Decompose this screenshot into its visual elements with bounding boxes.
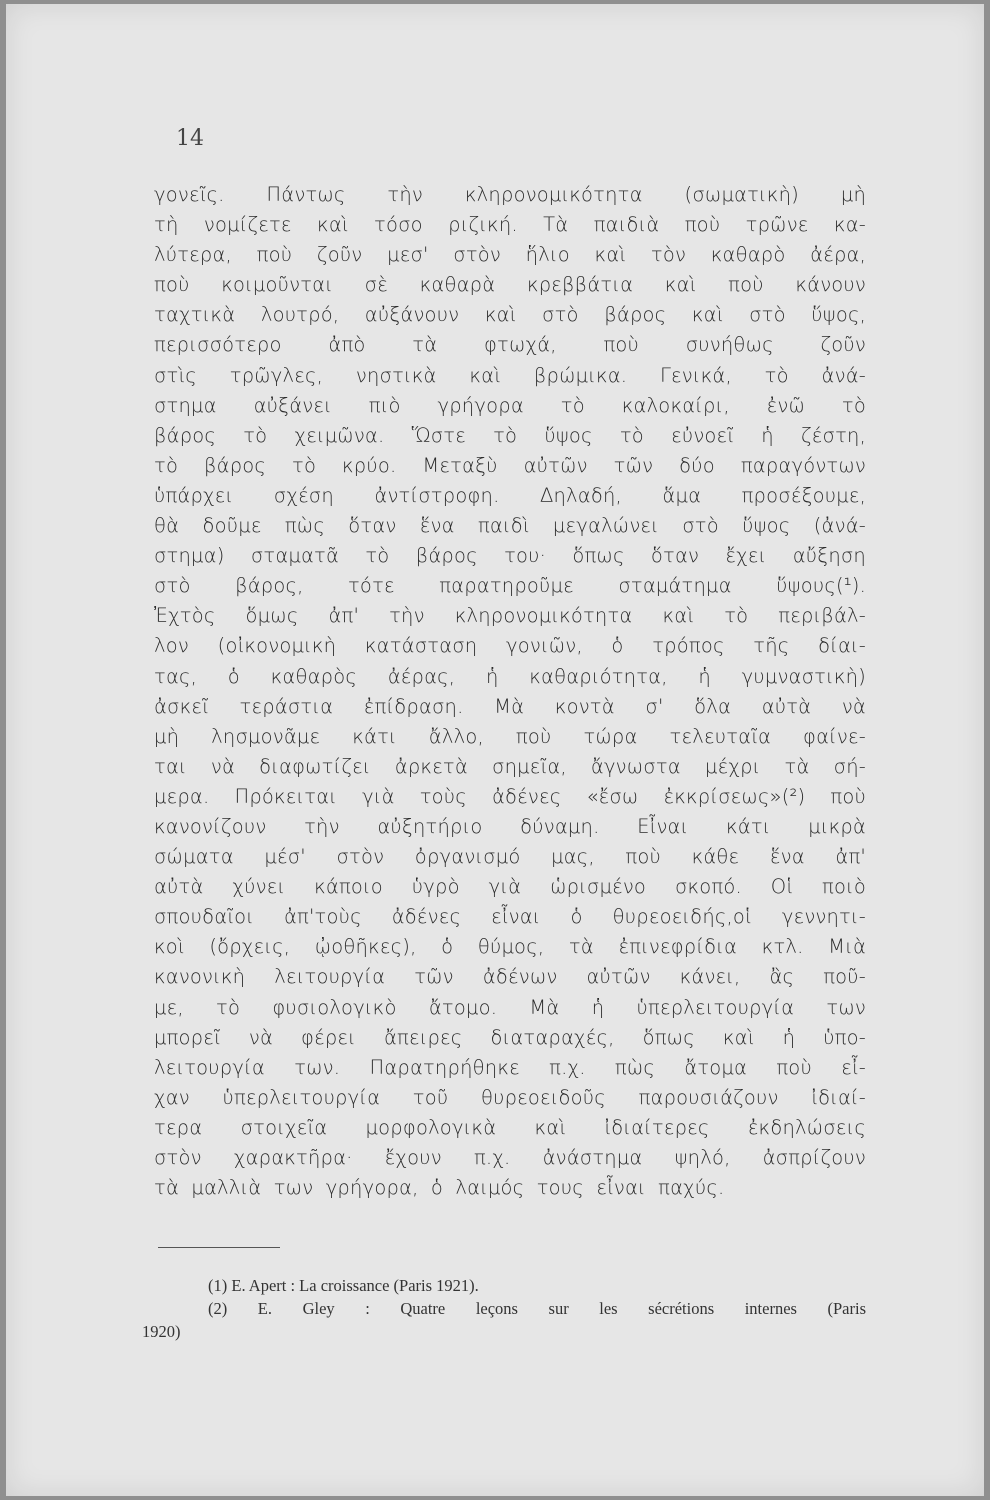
page-number: 14 <box>176 126 204 151</box>
text-line: γονεῖς. Πάντως τὴν κληρονομικότητα (σωματικὴ) μὴ <box>154 183 866 206</box>
footnote-1: (1) E. Apert : La croissance (Paris 1921). <box>208 1276 479 1295</box>
text-line: ὑπάρχει σχέση ἀντίστροφη. Δηλαδή, ἅμα προσέξουμε, <box>154 483 866 507</box>
text-line: σπουδαῖοι ἀπ'τοὺς ἀδένες εἶναι ὁ θυρεοειδής,οἱ γεννητι- <box>154 905 866 929</box>
footnote-2: (2) E. Gley : Quatre leçons sur les sécrétions internes (Paris <box>208 1299 866 1318</box>
text-line: μὴ λησμονᾶμε κάτι ἄλλο, ποὺ τώρα τελευταῖα φαίνε- <box>154 724 866 748</box>
text-line: ται νὰ διαφωτίζει ἀρκετὰ σημεῖα, ἄγνωστα μέχρι τὰ σή- <box>154 754 866 778</box>
text-line: τὴ νομίζετε καὶ τόσο ριζική. Τὰ παιδιὰ ποὺ τρῶνε κα- <box>154 213 866 237</box>
text-line: τας, ὁ καθαρὸς ἀέρας, ἡ καθαριότητα, ἡ γυμναστικὴ) <box>154 664 866 688</box>
footnotes <box>142 1274 866 1343</box>
text-line: με, τὸ φυσιολογικὸ ἄτομο. Μὰ ἡ ὑπερλειτουργία των <box>154 995 866 1019</box>
text-line: κανονικὴ λειτουργία τῶν ἀδένων αὐτῶν κάνει, ἂς ποῦ- <box>154 965 866 989</box>
text-line: σώματα μέσ' στὸν ὀργανισμό μας, ποὺ κάθε ἕνα ἀπ' <box>154 845 866 869</box>
footnote-divider <box>158 1247 280 1248</box>
text-line: Ἐχτὸς ὅμως ἀπ' τὴν κληρονομικότητα καὶ τὸ περιβάλ- <box>154 604 866 628</box>
text-line: αὐτὰ χύνει κάποιο ὑγρὸ γιὰ ὡρισμένο σκοπό. Οἱ ποιὸ <box>154 875 866 899</box>
text-line: μπορεῖ νὰ φέρει ἄπειρες διαταραχές, ὅπως καὶ ἡ ὑπο- <box>154 1025 866 1049</box>
text-line: κοὶ (ὄρχεις, ᾠοθῆκες), ὁ θύμος, τὰ ἐπινεφρίδια κτλ. Μιὰ <box>154 935 866 959</box>
text-line: στὶς τρῶγλες, νηστικὰ καὶ βρώμικα. Γενικά, τὸ ἀνά- <box>154 363 866 387</box>
text-line: χαν ὑπερλειτουργία τοῦ θυρεοειδοῦς παρουσιάζουν ἰδιαί- <box>154 1085 866 1109</box>
text-line: τὰ μαλλιὰ των γρήγορα, ὁ λαιμός τους εἶναι παχύς. <box>154 1176 725 1200</box>
text-line: ἀσκεῖ τεράστια ἐπίδραση. Μὰ κοντὰ σ' ὅλα αὐτὰ νὰ <box>154 694 866 718</box>
text-line: τὸ βάρος τὸ κρύο. Μεταξὺ αὐτῶν τῶν δύο παραγόντων <box>154 453 866 477</box>
text-line: τερα στοιχεῖα μορφολογικὰ καὶ ἰδιαίτερες ἐκδηλώσεις <box>154 1115 866 1139</box>
text-line: βάρος τὸ χειμῶνα. Ὥστε τὸ ὕψος τὸ εὐνοεῖ ἡ ζέστη, <box>154 423 866 447</box>
text-line: ταχτικὰ λουτρό, αὐξάνουν καὶ στὸ βάρος καὶ στὸ ὕψος, <box>154 303 866 327</box>
text-line: στημα αὐξάνει πιὸ γρήγορα τὸ καλοκαίρι, ἐνῶ τὸ <box>154 393 866 417</box>
text-line: κανονίζουν τὴν αὐξητήριο δύναμη. Εἶναι κάτι μικρὰ <box>154 814 866 838</box>
text-line: μερα. Πρόκειται γιὰ τοὺς ἀδένες «ἔσω ἐκκρίσεως»(²) ποὺ <box>154 784 866 808</box>
book-page <box>6 4 984 1496</box>
text-line: στὸν χαρακτῆρα· ἔχουν π.χ. ἀνάστημα ψηλό, ἀσπρίζουν <box>154 1146 866 1169</box>
text-line: στημα) σταματᾶ τὸ βάρος του· ὅπως ὅταν ἔχει αὔξηση <box>154 544 866 568</box>
text-line: θὰ δοῦμε πὼς ὅταν ἕνα παιδὶ μεγαλώνει στὸ ὕψος (ἀνά- <box>154 514 866 538</box>
footnote-2-continuation: 1920) <box>142 1322 181 1341</box>
text-line: λον (οἰκονομικὴ κατάσταση γονιῶν, ὁ τρόπος τῆς δίαι- <box>154 634 866 658</box>
text-line: λειτουργία των. Παρατηρήθηκε π.χ. πὼς ἄτομα ποὺ εἶ- <box>154 1055 866 1079</box>
text-line: ποὺ κοιμοῦνται σὲ καθαρὰ κρεββάτια καὶ ποὺ κάνουν <box>154 273 866 297</box>
text-line: στὸ βάρος, τότε παρατηροῦμε σταμάτημα ὕψους(¹). <box>154 574 866 598</box>
text-line: περισσότερο ἀπὸ τὰ φτωχά, ποὺ συνήθως ζοῦν <box>154 333 866 357</box>
text-line: λύτερα, ποὺ ζοῦν μεσ' στὸν ἥλιο καὶ τὸν καθαρὸ ἀέρα, <box>154 243 866 267</box>
body-text <box>154 180 866 1203</box>
